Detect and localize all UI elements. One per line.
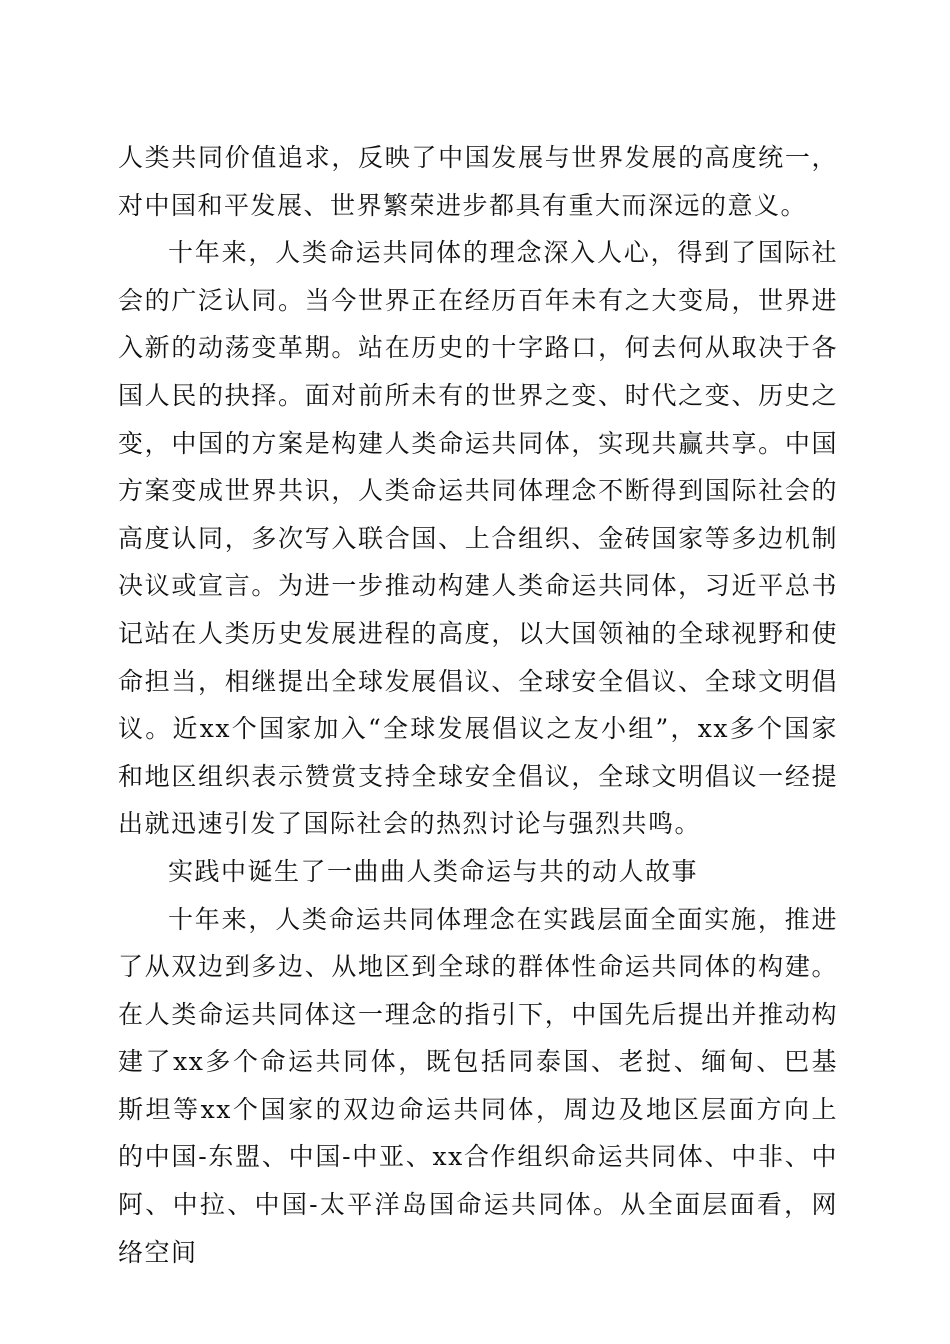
document-body <box>118 134 838 1276</box>
section-heading: 实践中诞生了一曲曲人类命运与共的动人故事 <box>168 856 699 886</box>
paragraph-1: 人类共同价值追求，反映了中国发展与世界发展的高度统一，对中国和平发展、世界繁荣进步都具有重大而深远的意义。 <box>118 143 838 220</box>
paragraph-2: 十年来，人类命运共同体的理念深入人心，得到了国际社会的广泛认同。当今世界正在经历百年未有之大变局，世界进入新的动荡变革期。站在历史的十字路口，何去何从取决于各国人民的抉择。面对前所未有的世界之变、时代之变、历史之变，中国的方案是构建人类命运共同体，实现共赢共享。中国方案变成世界共识，人类命运共同体理念不断得到国际社会的高度认同，多次写入联合国、上合组织、金砖国家等多边机制决议或宣言。为进一步推动构建人类命运共同体，习近平总书记站在人类历史发展进程的高度，以大国领袖的全球视野和使命担当，相继提出全球发展倡议、全球安全倡议、全球文明倡议。近xx个国家加入“全球发展倡议之友小组”，xx多个国家和地区组织表示赞赏支持全球安全倡议，全球文明倡议一经提出就迅速引发了国际社会的热烈讨论与强烈共鸣。 <box>118 238 838 839</box>
paragraph-3: 十年来，人类命运共同体理念在实践层面全面实施，推进了从双边到多边、从地区到全球的群体性命运共同体的构建。在人类命运共同体这一理念的指引下，中国先后提出并推动构建了xx多个命运共同体，既包括同泰国、老挝、缅甸、巴基斯坦等xx个国家的双边命运共同体，周边及地区层面方向上的中国-东盟、中国-中亚、xx合作组织命运共同体、中非、中阿、中拉、中国-太平洋岛国命运共同体。从全面层面看，网络空间 <box>118 904 838 1267</box>
